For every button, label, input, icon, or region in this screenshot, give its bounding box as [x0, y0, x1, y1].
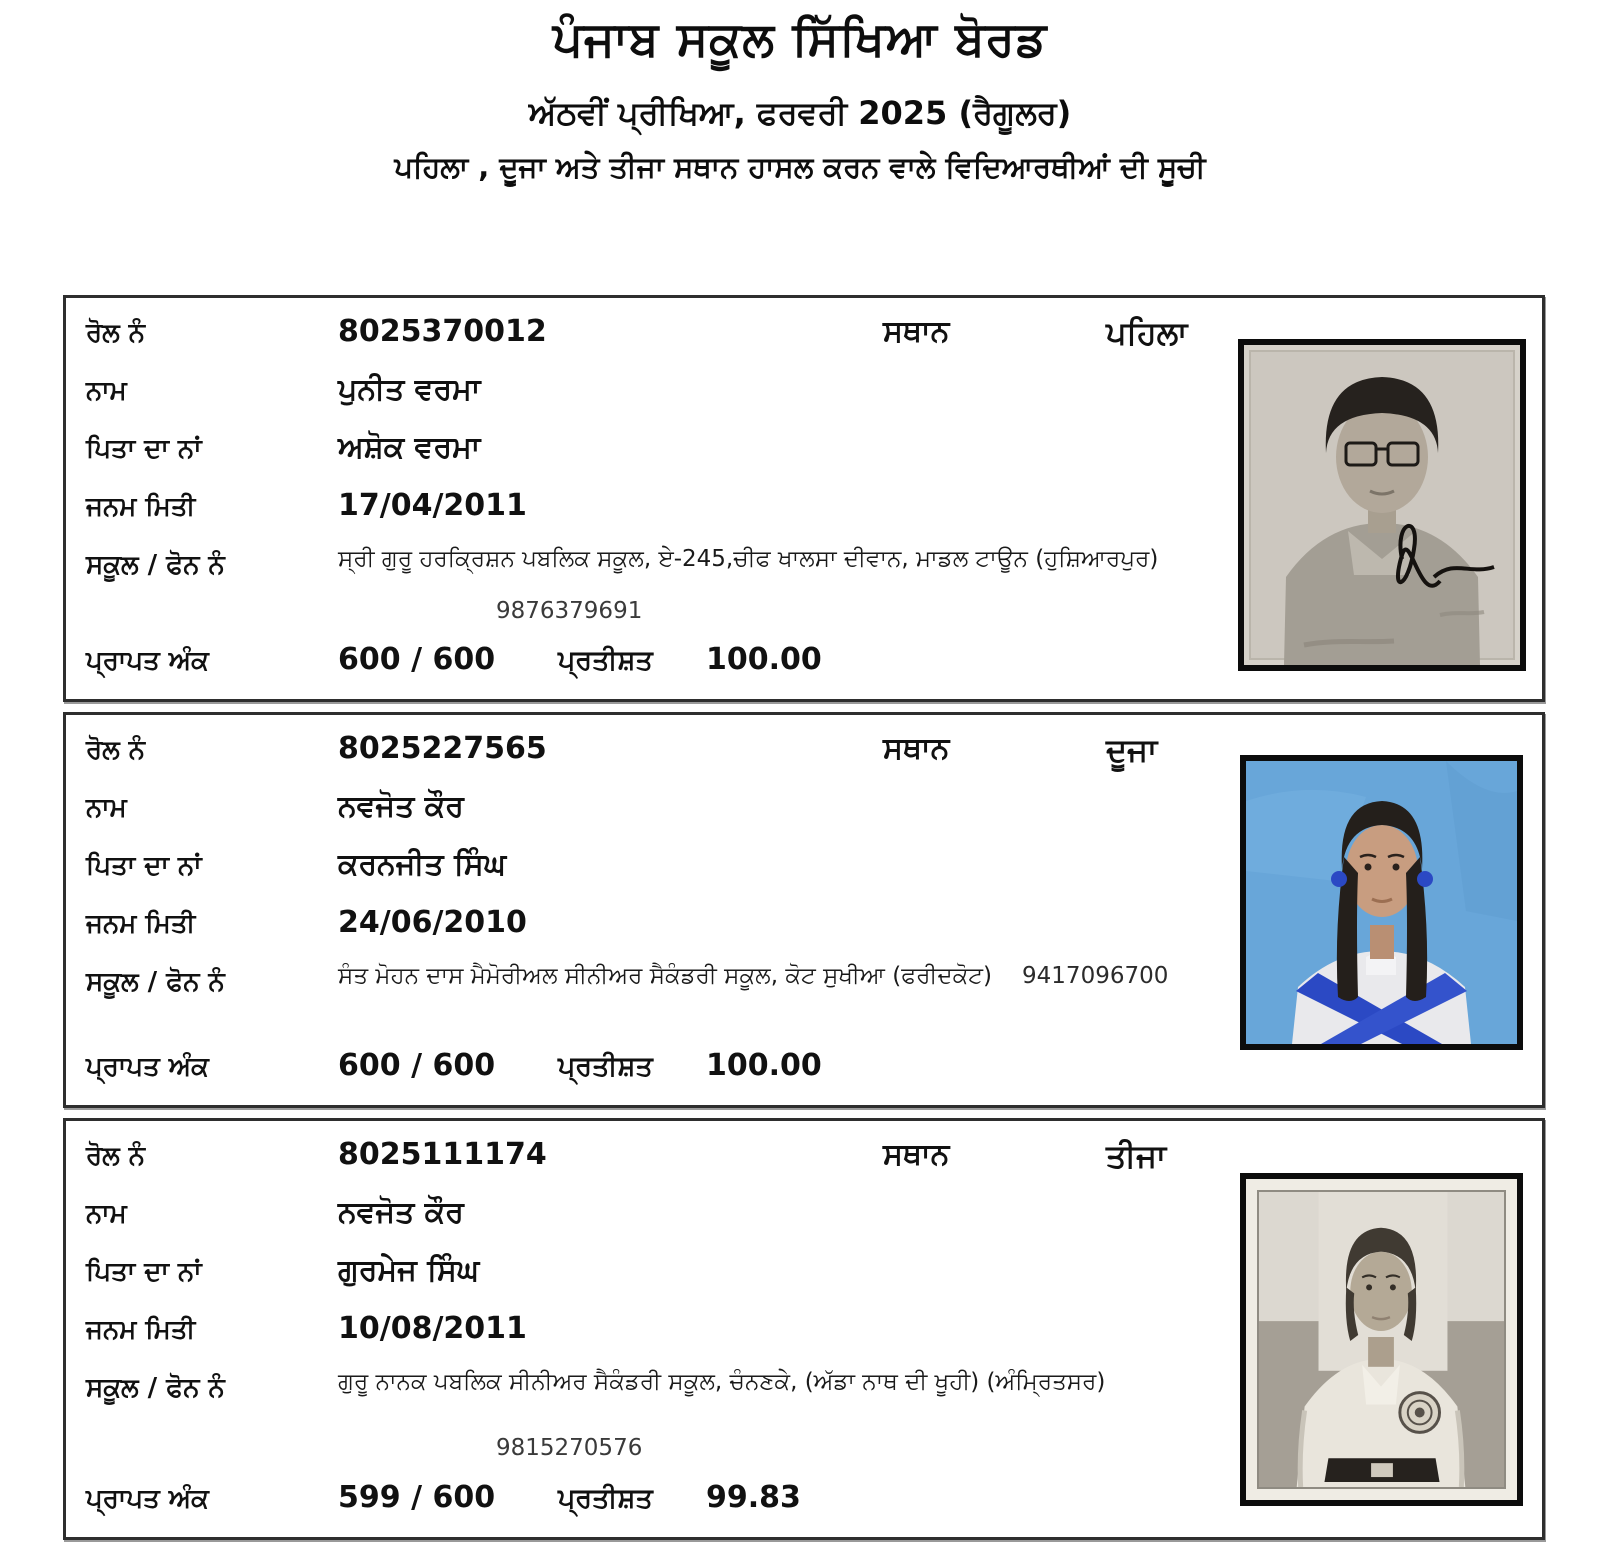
exam-subtitle: ਅੱਠਵੀਂ ਪ੍ਰੀਖਿਆ, ਫਰਵਰੀ 2025 (ਰੈਗੂਲਰ)	[528, 94, 1072, 132]
percent-label: ਪ੍ਰਤੀਸ਼ਤ	[558, 1051, 653, 1082]
student-card-first	[63, 295, 1545, 702]
position-value: ਪਹਿਲਾ	[1106, 314, 1188, 352]
page-title: ਪੰਜਾਬ ਸਕੂਲ ਸਿੱਖਿਆ ਬੋਰਡ	[552, 12, 1048, 67]
father-label: ਪਿਤਾ ਦਾ ਨਾਂ	[86, 1257, 202, 1287]
dob-label: ਜਨਮ ਮਿਤੀ	[86, 1315, 196, 1345]
father-label: ਪਿਤਾ ਦਾ ਨਾਂ	[86, 434, 202, 464]
phone-value: 9417096700	[1022, 963, 1169, 989]
phone-value: 9815270576	[496, 1435, 643, 1461]
dob-value: 10/08/2011	[338, 1311, 527, 1346]
school-and-phone-line	[338, 963, 1218, 989]
roll-value: 8025111174	[338, 1137, 547, 1172]
percent-label: ਪ੍ਰਤੀਸ਼ਤ	[558, 645, 653, 676]
marks-value: 600 / 600	[338, 642, 496, 677]
percent-label: ਪ੍ਰਤੀਸ਼ਤ	[558, 1483, 653, 1514]
student-card-third	[63, 1118, 1545, 1540]
roll-label: ਰੋਲ ਨੰ	[86, 735, 145, 765]
percent-value: 100.00	[706, 642, 822, 677]
student-photo-third	[1240, 1173, 1523, 1506]
name-label: ਨਾਮ	[86, 1199, 127, 1229]
position-label: ਸਥਾਨ	[883, 731, 950, 766]
percent-value: 100.00	[706, 1048, 822, 1083]
name-value: ਪੁਨੀਤ ਵਰਮਾ	[338, 372, 481, 407]
marks-label: ਪ੍ਰਾਪਤ ਅੰਕ	[86, 1484, 209, 1514]
percent-value: 99.83	[706, 1480, 801, 1515]
student-card-second	[63, 712, 1545, 1108]
school-value: ਗੁਰੂ ਨਾਨਕ ਪਬਲਿਕ ਸੀਨੀਅਰ ਸੈਕੰਡਰੀ ਸਕੂਲ, ਚੰਨਣਕੇ, (ਅੱਡਾ ਨਾਥ ਦੀ ਖੂਹੀ) (ਅੰਮ੍ਰਿਤਸਰ)	[338, 1369, 1106, 1395]
dob-value: 17/04/2011	[338, 488, 527, 523]
photo-inner-border	[1257, 1190, 1506, 1489]
student-photo-first	[1238, 339, 1526, 671]
list-subtitle: ਪਹਿਲਾ , ਦੂਜਾ ਅਤੇ ਤੀਜਾ ਸਥਾਨ ਹਾਸਲ ਕਰਨ ਵਾਲੇ ਵਿਦਿਆਰਥੀਆਂ ਦੀ ਸੂਚੀ	[394, 150, 1206, 184]
marks-value: 600 / 600	[338, 1048, 496, 1083]
father-value: ਅਸ਼ੋਕ ਵਰਮਾ	[338, 430, 481, 465]
position-value: ਦੂਜਾ	[1106, 731, 1158, 769]
dob-value: 24/06/2010	[338, 905, 527, 940]
roll-label: ਰੋਲ ਨੰ	[86, 318, 145, 348]
marks-value: 599 / 600	[338, 1480, 496, 1515]
marks-label: ਪ੍ਰਾਪਤ ਅੰਕ	[86, 646, 209, 676]
name-label: ਨਾਮ	[86, 376, 127, 406]
position-label: ਸਥਾਨ	[883, 314, 950, 349]
school-label: ਸਕੂਲ / ਫੋਨ ਨੰ	[86, 550, 225, 580]
dob-label: ਜਨਮ ਮਿਤੀ	[86, 909, 196, 939]
name-value: ਨਵਜੋਤ ਕੌਰ	[338, 789, 464, 824]
marks-label: ਪ੍ਰਾਪਤ ਅੰਕ	[86, 1052, 209, 1082]
roll-value: 8025227565	[338, 731, 547, 766]
school-label: ਸਕੂਲ / ਫੋਨ ਨੰ	[86, 967, 225, 997]
school-label: ਸਕੂਲ / ਫੋਨ ਨੰ	[86, 1373, 225, 1403]
phone-value: 9876379691	[496, 598, 643, 624]
greyscale-boy-photo	[1244, 345, 1520, 665]
father-value: ਗੁਰਮੇਜ ਸਿੰਘ	[338, 1253, 480, 1288]
name-label: ਨਾਮ	[86, 793, 127, 823]
father-value: ਕਰਨਜੀਤ ਸਿੰਘ	[338, 847, 507, 882]
student-photo-second	[1240, 755, 1523, 1050]
colour-girl-photo	[1246, 761, 1517, 1044]
name-value: ਨਵਜੋਤ ਕੌਰ	[338, 1195, 464, 1230]
father-label: ਪਿਤਾ ਦਾ ਨਾਂ	[86, 851, 202, 881]
roll-value: 8025370012	[338, 314, 547, 349]
school-value: ਸ੍ਰੀ ਗੁਰੂ ਹਰਕ੍ਰਿਸ਼ਨ ਪਬਲਿਕ ਸਕੂਲ, ਏ-245,ਚੀਫ ਖਾਲਸਾ ਦੀਵਾਨ, ਮਾਡਲ ਟਾਊਨ (ਹੁਸ਼ਿਆਰਪੁਰ)	[338, 546, 1159, 572]
position-label: ਸਥਾਨ	[883, 1137, 950, 1172]
school-value: ਸੰਤ ਮੋਹਨ ਦਾਸ ਮੈਮੋਰੀਅਲ ਸੀਨੀਅਰ ਸੈਕੰਡਰੀ ਸਕੂਲ, ਕੋਟ ਸੁਖੀਆ (ਫਰੀਦਕੋਟ)	[338, 963, 993, 989]
dob-label: ਜਨਮ ਮਿਤੀ	[86, 492, 196, 522]
roll-label: ਰੋਲ ਨੰ	[86, 1141, 145, 1171]
position-value: ਤੀਜਾ	[1106, 1137, 1167, 1175]
greyscale-girl-photo	[1259, 1192, 1504, 1487]
